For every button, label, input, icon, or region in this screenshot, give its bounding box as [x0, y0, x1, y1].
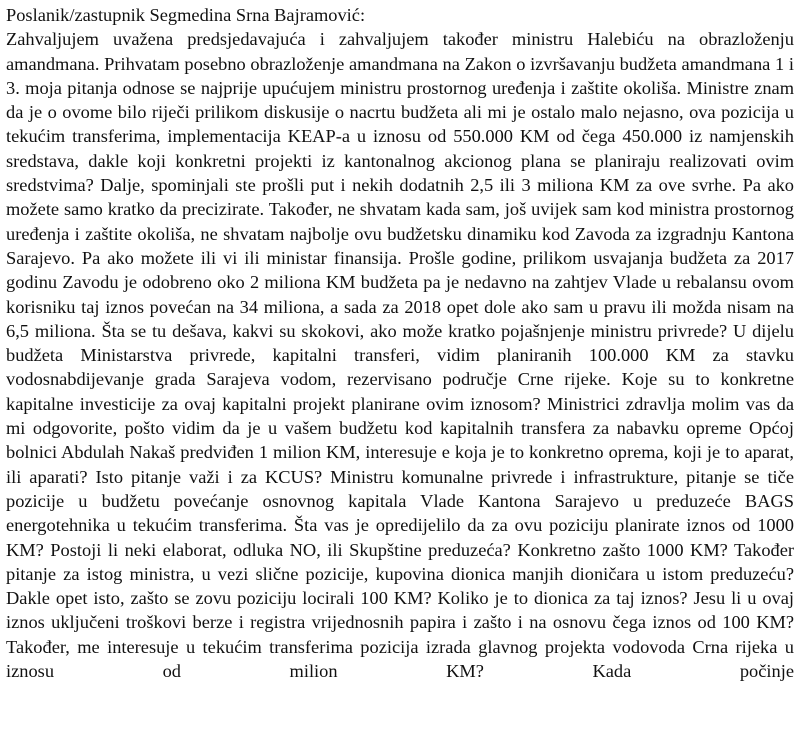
speaker-name: Poslanik/zastupnik Segmedina Srna Bajramović: — [6, 5, 366, 25]
speech-paragraph: Zahvaljujem uvažena predsjedavajuća i zahvaljujem također ministru Halebiću na obrazloženju amandmana. Prihvatam posebno obrazloženje amandmana na Zakon o izvršavanju budžeta amandmana 1 i 3. moja pitanja odnose se najprije upućujem ministru prostornog uređenja i zaštite okoliša. Ministre znam da je o ovome bilo riječi prilikom diskusije o nacrtu budžeta ali mi je ostalo malo nejasno, ova pozicija u tekućim transferima, implementacija KEAP-a u iznosu od 550.000 KM od čega 450.000 iz namjenskih sredstava, dakle koji konkretni projekti iz kantonalnog akcionog plana se planiraju realizovati ovim sredstvima? Dalje, spominjali ste prošli put i nekih dodatnih 2,5 ili 3 miliona KM za ove svrhe. Pa ako možete samo kratko da precizirate. Također, ne shvatam kada sam, još uvijek sam kod ministra prostornog uređenja i zaštite okoliša, ne shvatam najbolje ovu budžetsku dinamiku kod Zavoda za izgradnju Kantona Sarajevo. Pa ako možete ili vi ili ministar finansija. Prošle godine, prilikom usvajanja budžeta za 2017 godinu Zavodu je odobreno oko 2 miliona KM budžeta pa je nedavno na zahtjev Vlade u rebalansu ovom korisniku taj iznos povećan na 34 miliona, a sada za 2018 opet dole ako sam u pravu ili možda nisam na 6,5 miliona. Šta se tu dešava, kakvi su skokovi, ako može kratko pojašnjenje ministru privrede? U dijelu budžeta Ministarstva privrede, kapitalni transferi, vidim planiranih 100.000 KM za stavku vodosnabdijevanje grada Sarajeva vodom, rezervisano područje Crne rijeke. Koje su to konkretne kapitalne investicije za ovaj kapitalni projekt planirane ovim iznosom? Ministrici zdravlja molim vas da mi odgovorite, pošto vidim da je u vašem budžetu kod kapitalnih transfera za nabavku opreme Općoj bolnici Abdulah Nakaš predviđen 1 milion KM, interesuje e koja je to konkretno oprema, koji je to aparat, ili aparati? Isto pitanje važi i za KCUS? Ministru komunalne privrede i infrastrukture, pitanje se tiče pozicije u budžetu povećanje osnovnog kapitala Vlade Kantona Sarajevo u preduzeće BAGS energotehnika u tekućim transferima. Šta vas je opredijelilo da za ovu poziciju planirate iznos od 1000 KM? Postoji li neki elaborat, odluka NO, ili Skupštine preduzeća? Konkretno zašto 1000 KM? Također pitanje za istog ministra, u vezi slične pozicije, kupovina dionica manjih dioničara u istom preduzeću? Dakle opet isto, zašto se zovu poziciju locirali 100 KM? Koliko je to dionica za taj iznos? Jesu li u ovaj iznos uključeni troškovi berze i registra vrijednosnih papira i zašto i na osnovu čega iznos od 100 KM? Također, me interesuje u tekućim transferima pozicija izrada glavnog projekta vodovoda Crna rijeka u iznosu od milion KM? Kada počinje — [6, 29, 794, 682]
